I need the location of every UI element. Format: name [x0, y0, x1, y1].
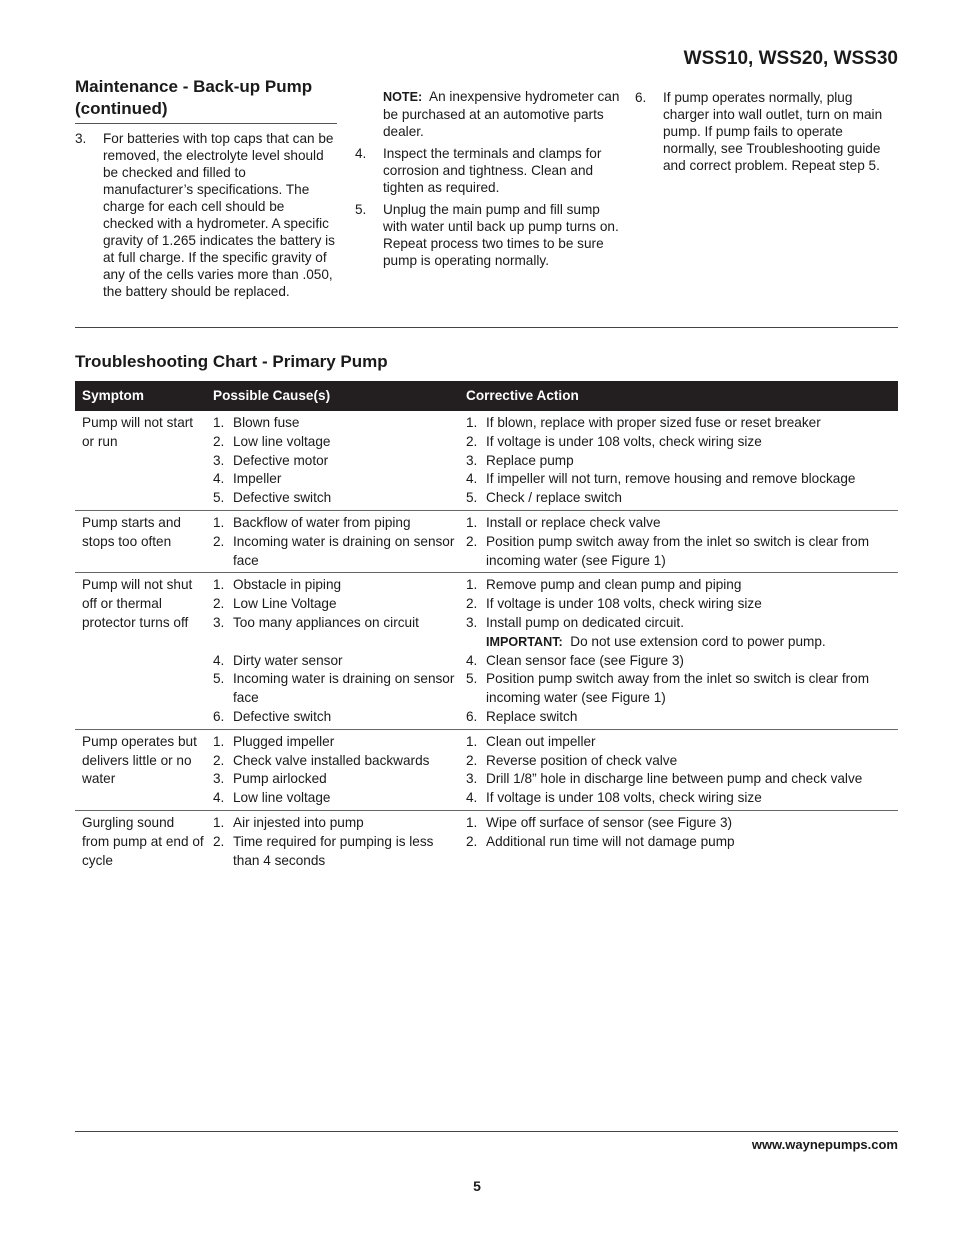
- action-item: 4. If voltage is under 108 volts, check wiring size: [466, 790, 762, 806]
- table-row: [75, 411, 898, 510]
- cause-item: 2. Low line voltage: [213, 433, 331, 449]
- action-item: 2. Position pump switch away from the inlet so switch is clear from incoming water (see Figure 1): [466, 533, 870, 568]
- cause-item: 1. Plugged impeller: [213, 733, 335, 749]
- note-label: NOTE:: [383, 90, 423, 104]
- maintenance-step-3: [75, 130, 337, 300]
- step-text: If pump operates normally, plug charger into wall outlet, turn on main pump. If pump fails to operate normally, see Troubleshooting guide and correct problem. Repeat step 5.: [663, 90, 883, 173]
- action-cell: [459, 510, 898, 572]
- step-number: 4.: [355, 146, 367, 161]
- cause-item: 4. Dirty water sensor: [213, 652, 343, 668]
- cause-item: 4. Impeller: [213, 471, 282, 487]
- action-item: 6. Replace switch: [466, 708, 578, 724]
- cause-item: 3. Too many appliances on circuit: [213, 614, 419, 630]
- action-item: 1. If blown, replace with proper sized fuse or reset breaker: [466, 415, 821, 430]
- cause-item: 5. Defective switch: [213, 490, 332, 506]
- cause-item: 1. Obstacle in piping: [213, 577, 342, 593]
- action-item: 1. Clean out impeller: [466, 733, 596, 749]
- symptom-column-header: Symptom: [75, 381, 206, 411]
- action-cell: [459, 729, 898, 810]
- cause-cell: [206, 810, 459, 872]
- step-number: 3.: [75, 131, 87, 146]
- section-divider: [75, 327, 898, 328]
- cause-item: 2. Incoming water is draining on sensor face: [213, 533, 455, 568]
- cause-cell: [206, 729, 459, 810]
- action-item: 5. Position pump switch away from the inlet so switch is clear from incoming water (see Figure 1): [466, 671, 870, 706]
- maintenance-step-6: [635, 89, 897, 174]
- action-item: 5. Check / replace switch: [466, 490, 622, 506]
- cause-cell: [206, 510, 459, 572]
- action-item: 1. Remove pump and clean pump and piping: [466, 577, 742, 593]
- hydrometer-note: [355, 88, 620, 140]
- maintenance-heading-rule: [75, 123, 337, 124]
- step-text: Inspect the terminals and clamps for corrosion and tightness. Clean and tighten as required.: [383, 146, 602, 195]
- cause-item: 2. Low Line Voltage: [213, 596, 337, 612]
- action-item: 4. If impeller will not turn, remove housing and remove blockage: [466, 471, 856, 487]
- maintenance-heading: Maintenance - Back-up Pump (continued): [75, 77, 313, 118]
- step-text: Unplug the main pump and fill sump with water until back up pump turns on. Repeat process two times to be sure pump is operating normally.: [383, 202, 619, 268]
- action-item: 4. Clean sensor face (see Figure 3): [466, 652, 684, 668]
- cause-item: 2. Check valve installed backwards: [213, 752, 430, 768]
- symptom-cell: Pump will not start or run: [75, 411, 206, 510]
- action-item: 3. Drill 1/8” hole in discharge line between pump and check valve: [466, 771, 863, 787]
- symptom-cell: Pump will not shut off or thermal protector turns off: [75, 573, 206, 729]
- table-row: [75, 729, 898, 810]
- cause-item: 1. Blown fuse: [213, 415, 300, 430]
- table-header-row: [75, 381, 898, 411]
- symptom-cell: Pump starts and stops too often: [75, 510, 206, 572]
- note-text: An inexpensive hydrometer can be purchased at an automotive parts dealer.: [383, 89, 620, 139]
- cause-item: 5. Incoming water is draining on sensor face: [213, 671, 455, 706]
- cause-item: 6. Defective switch: [213, 708, 332, 724]
- cause-column-header: Possible Cause(s): [206, 381, 459, 411]
- cause-item: 2. Time required for pumping is less than 4 seconds: [213, 833, 434, 868]
- symptom-cell: Gurgling sound from pump at end of cycle: [82, 814, 204, 868]
- important-text: Do not use extension cord to power pump.: [570, 633, 826, 649]
- action-column-header: Corrective Action: [459, 381, 898, 411]
- cause-item: 3. Defective motor: [213, 452, 329, 468]
- action-item: 2. Additional run time will not damage pump: [466, 833, 735, 849]
- cause-item: 1. Air injested into pump: [213, 814, 364, 830]
- cause-cell: [206, 411, 459, 510]
- action-item: 2. If voltage is under 108 volts, check wiring size: [466, 596, 762, 612]
- action-item: 2. Reverse position of check valve: [466, 752, 678, 768]
- step-number: 6.: [635, 90, 647, 105]
- footer-divider: [75, 1131, 898, 1132]
- cause-item: 4. Low line voltage: [213, 790, 331, 806]
- troubleshooting-heading: Troubleshooting Chart - Primary Pump: [75, 352, 388, 371]
- action-item: 1. Wipe off surface of sensor (see Figure 3): [466, 814, 733, 830]
- important-note: [466, 633, 896, 652]
- cause-item: 1. Backflow of water from piping: [213, 514, 411, 530]
- action-item: 2. If voltage is under 108 volts, check wiring size: [466, 433, 762, 449]
- maintenance-step-4: [355, 145, 620, 196]
- table-row: [75, 510, 898, 572]
- action-cell: [459, 411, 898, 510]
- action-cell: [459, 810, 898, 872]
- table-row: [75, 810, 898, 872]
- step-number: 5.: [355, 202, 367, 217]
- maintenance-column-2: [355, 88, 620, 274]
- action-item: 3. Replace pump: [466, 452, 574, 468]
- action-item: 1. Install or replace check valve: [466, 514, 661, 530]
- maintenance-column-3: [635, 89, 897, 179]
- website-url: www.waynepumps.com: [751, 1137, 898, 1152]
- model-title: WSS10, WSS20, WSS30: [683, 48, 898, 69]
- maintenance-step-5: [355, 201, 620, 269]
- important-label: IMPORTANT:: [486, 634, 563, 649]
- troubleshooting-table: [75, 381, 898, 872]
- spacer: [213, 633, 457, 652]
- maintenance-column-1: [75, 130, 337, 305]
- symptom-cell: Pump operates but delivers little or no water: [75, 729, 206, 810]
- page-number: 5: [473, 1178, 481, 1194]
- action-item: 3. Install pump on dedicated circuit.: [466, 614, 684, 630]
- step-text: For batteries with top caps that can be removed, the electrolyte level should be checked and filled to manufacturer’s specifications. The charge for each cell should be checked with a hydrometer. A specific gravity of 1.265 indicates the battery is at full charge. If the specific gravity of any of the cells varies more than .050, the battery should be replaced.: [103, 131, 335, 299]
- action-cell: [459, 573, 898, 729]
- cause-item: 3. Pump airlocked: [213, 771, 327, 787]
- table-row: [75, 573, 898, 729]
- cause-cell: [206, 573, 459, 729]
